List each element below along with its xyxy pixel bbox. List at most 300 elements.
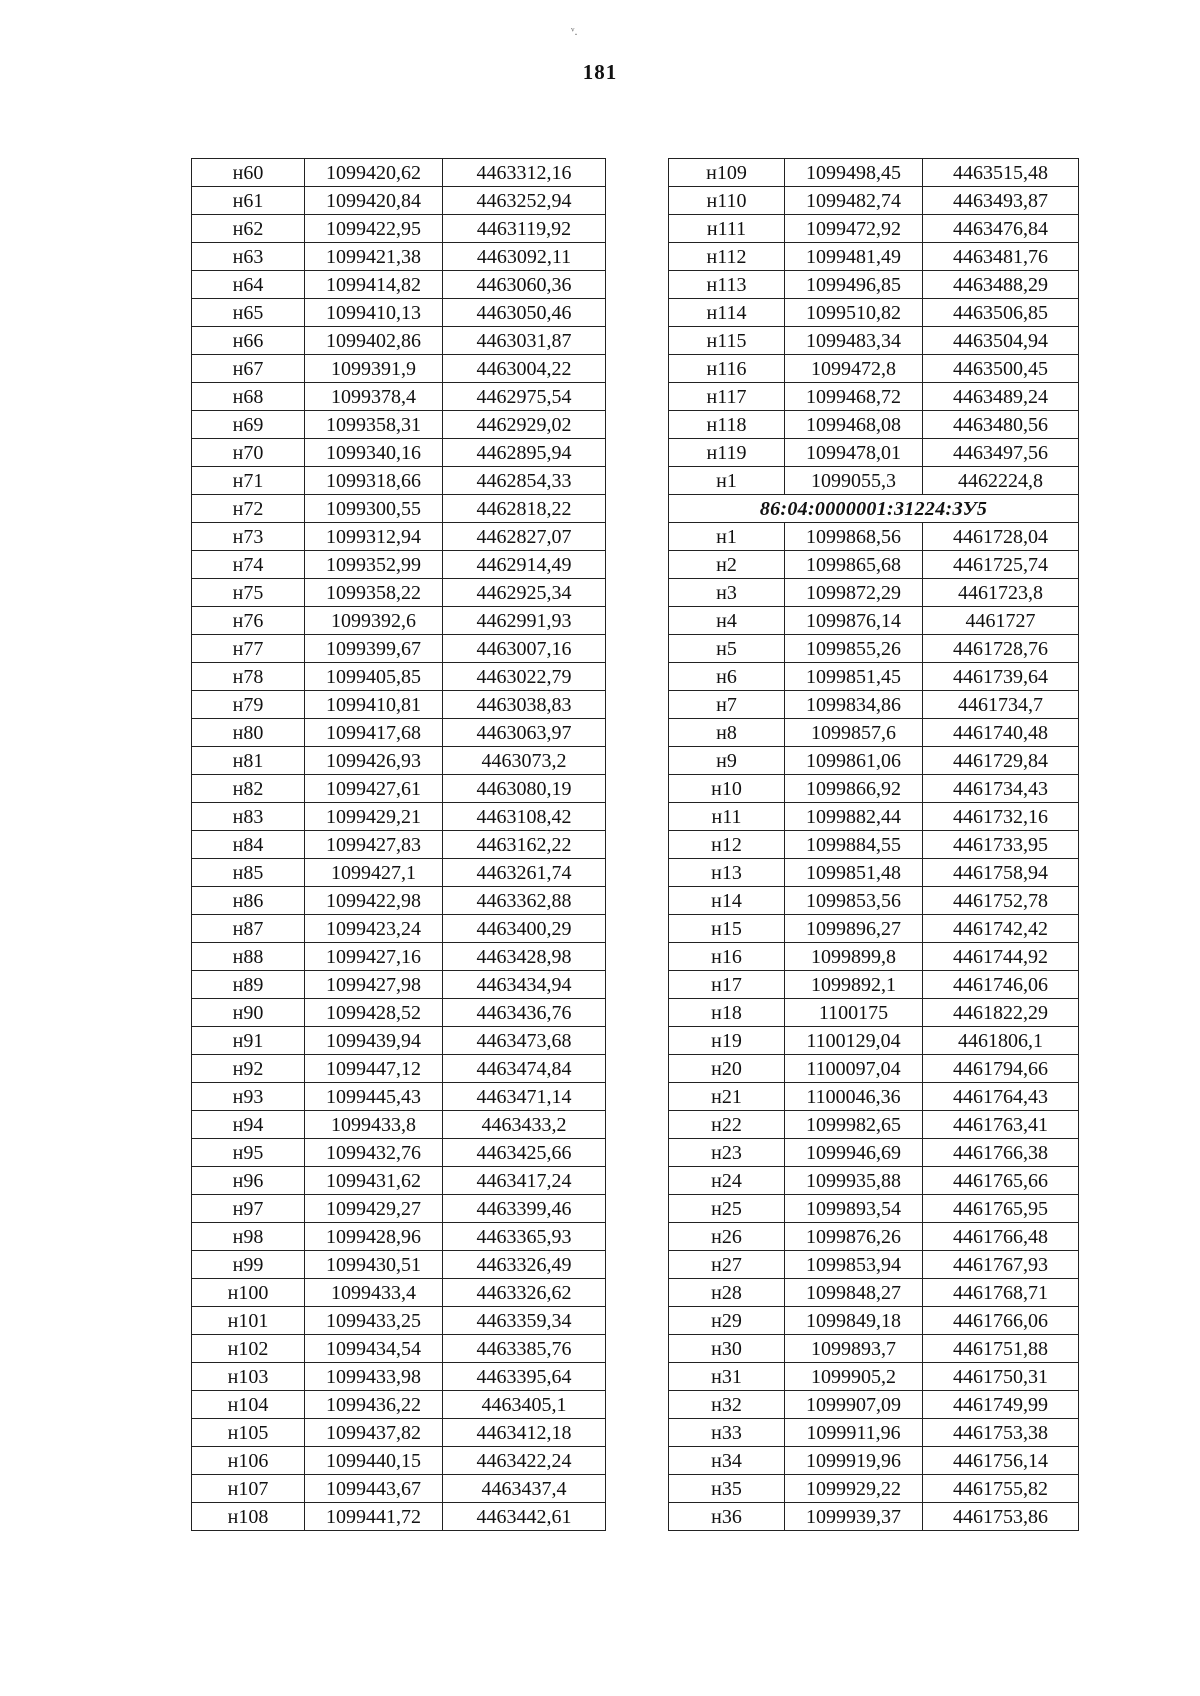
coordinate-y-cell: 4463434,94 xyxy=(443,971,606,999)
coordinate-y-cell: 4462975,54 xyxy=(443,383,606,411)
point-id-cell: н18 xyxy=(669,999,785,1027)
point-id-cell: н73 xyxy=(192,523,305,551)
table-row xyxy=(192,1111,606,1139)
coordinate-x-cell: 1099468,72 xyxy=(785,383,923,411)
point-id-cell: н95 xyxy=(192,1139,305,1167)
coordinate-y-cell: 4463474,84 xyxy=(443,1055,606,1083)
coordinate-y-cell: 4463500,45 xyxy=(923,355,1079,383)
coordinate-x-cell: 1099982,65 xyxy=(785,1111,923,1139)
coordinate-y-cell: 4463433,2 xyxy=(443,1111,606,1139)
coordinate-x-cell: 1099423,24 xyxy=(305,915,443,943)
coordinate-y-cell: 4463060,36 xyxy=(443,271,606,299)
coordinate-y-cell: 4461766,48 xyxy=(923,1223,1079,1251)
coordinate-x-cell: 1099896,27 xyxy=(785,915,923,943)
coordinate-y-cell: 4461750,31 xyxy=(923,1363,1079,1391)
table-row xyxy=(192,327,606,355)
coordinate-x-cell: 1099872,29 xyxy=(785,579,923,607)
coordinate-y-cell: 4461755,82 xyxy=(923,1475,1079,1503)
right-coordinates-table xyxy=(668,158,1079,1531)
coordinate-x-cell: 1099402,86 xyxy=(305,327,443,355)
coordinate-x-cell: 1099391,9 xyxy=(305,355,443,383)
coordinate-x-cell: 1099865,68 xyxy=(785,551,923,579)
table-row xyxy=(192,271,606,299)
coordinate-y-cell: 4461739,64 xyxy=(923,663,1079,691)
point-id-cell: н5 xyxy=(669,635,785,663)
right-table-body-bottom xyxy=(669,523,1079,1531)
page-number: 181 xyxy=(582,60,618,84)
coordinate-y-cell: 4461751,88 xyxy=(923,1335,1079,1363)
table-row xyxy=(669,1027,1079,1055)
table-row xyxy=(192,495,606,523)
coordinate-y-cell: 4463399,46 xyxy=(443,1195,606,1223)
table-row xyxy=(669,859,1079,887)
table-row xyxy=(669,579,1079,607)
table-row xyxy=(192,1251,606,1279)
point-id-cell: н79 xyxy=(192,691,305,719)
coordinate-y-cell: 4463471,14 xyxy=(443,1083,606,1111)
coordinate-y-cell: 4463261,74 xyxy=(443,859,606,887)
coordinate-x-cell: 1099468,08 xyxy=(785,411,923,439)
point-id-cell: н84 xyxy=(192,831,305,859)
table-row xyxy=(192,887,606,915)
coordinate-y-cell: 4463395,64 xyxy=(443,1363,606,1391)
coordinate-y-cell: 4462925,34 xyxy=(443,579,606,607)
coordinate-y-cell: 4463385,76 xyxy=(443,1335,606,1363)
coordinate-x-cell: 1099426,93 xyxy=(305,747,443,775)
coordinate-x-cell: 1099481,49 xyxy=(785,243,923,271)
coordinate-y-cell: 4463108,42 xyxy=(443,803,606,831)
table-row xyxy=(192,1447,606,1475)
table-row xyxy=(192,1475,606,1503)
coordinate-x-cell: 1099434,54 xyxy=(305,1335,443,1363)
point-id-cell: н103 xyxy=(192,1363,305,1391)
coordinate-y-cell: 4461766,38 xyxy=(923,1139,1079,1167)
coordinate-y-cell: 4461746,06 xyxy=(923,971,1079,999)
table-row xyxy=(192,691,606,719)
coordinate-x-cell: 1099352,99 xyxy=(305,551,443,579)
table-row xyxy=(192,719,606,747)
coordinate-x-cell: 1099868,56 xyxy=(785,523,923,551)
coordinate-y-cell: 4463022,79 xyxy=(443,663,606,691)
point-id-cell: н88 xyxy=(192,943,305,971)
point-id-cell: н14 xyxy=(669,887,785,915)
left-table-body xyxy=(192,159,606,1531)
point-id-cell: н8 xyxy=(669,719,785,747)
coordinate-y-cell: 4463488,29 xyxy=(923,271,1079,299)
point-id-cell: н113 xyxy=(669,271,785,299)
coordinate-x-cell: 1100129,04 xyxy=(785,1027,923,1055)
coordinate-y-cell: 4463365,93 xyxy=(443,1223,606,1251)
coordinate-x-cell: 1099318,66 xyxy=(305,467,443,495)
point-id-cell: н75 xyxy=(192,579,305,607)
table-row xyxy=(669,719,1079,747)
coordinate-x-cell: 1099410,13 xyxy=(305,299,443,327)
table-row xyxy=(192,1391,606,1419)
point-id-cell: н63 xyxy=(192,243,305,271)
coordinate-y-cell: 4461758,94 xyxy=(923,859,1079,887)
section-header xyxy=(669,495,1079,523)
land-plot-cadastral-number: 86:04:0000001:31224:ЗУ5 xyxy=(669,495,1079,523)
coordinate-x-cell: 1099892,1 xyxy=(785,971,923,999)
point-id-cell: н81 xyxy=(192,747,305,775)
coordinate-y-cell: 4461740,48 xyxy=(923,719,1079,747)
coordinate-x-cell: 1099433,25 xyxy=(305,1307,443,1335)
point-id-cell: н67 xyxy=(192,355,305,383)
coordinate-y-cell: 4461806,1 xyxy=(923,1027,1079,1055)
coordinate-y-cell: 4463481,76 xyxy=(923,243,1079,271)
table-row xyxy=(669,747,1079,775)
point-id-cell: н64 xyxy=(192,271,305,299)
coordinate-x-cell: 1099478,01 xyxy=(785,439,923,467)
coordinate-x-cell: 1099929,22 xyxy=(785,1475,923,1503)
coordinate-y-cell: 4463504,94 xyxy=(923,327,1079,355)
point-id-cell: н90 xyxy=(192,999,305,1027)
point-id-cell: н109 xyxy=(669,159,785,187)
table-row xyxy=(192,523,606,551)
point-id-cell: н31 xyxy=(669,1363,785,1391)
point-id-cell: н107 xyxy=(192,1475,305,1503)
point-id-cell: н119 xyxy=(669,439,785,467)
point-id-cell: н12 xyxy=(669,831,785,859)
table-row xyxy=(669,1391,1079,1419)
coordinate-y-cell: 4462914,49 xyxy=(443,551,606,579)
table-row xyxy=(192,775,606,803)
coordinate-x-cell: 1099899,8 xyxy=(785,943,923,971)
coordinate-x-cell: 1099893,54 xyxy=(785,1195,923,1223)
point-id-cell: н74 xyxy=(192,551,305,579)
coordinate-y-cell: 4463493,87 xyxy=(923,187,1079,215)
point-id-cell: н108 xyxy=(192,1503,305,1531)
table-row xyxy=(669,523,1079,551)
coordinate-y-cell: 4463092,11 xyxy=(443,243,606,271)
point-id-cell: н62 xyxy=(192,215,305,243)
point-id-cell: н28 xyxy=(669,1279,785,1307)
coordinate-y-cell: 4462895,94 xyxy=(443,439,606,467)
table-row xyxy=(669,383,1079,411)
coordinate-y-cell: 4463119,92 xyxy=(443,215,606,243)
coordinate-y-cell: 4462929,02 xyxy=(443,411,606,439)
coordinate-x-cell: 1099907,09 xyxy=(785,1391,923,1419)
coordinate-x-cell: 1099946,69 xyxy=(785,1139,923,1167)
coordinate-y-cell: 4463442,61 xyxy=(443,1503,606,1531)
table-row xyxy=(669,635,1079,663)
coordinate-x-cell: 1099447,12 xyxy=(305,1055,443,1083)
point-id-cell: н118 xyxy=(669,411,785,439)
coordinate-y-cell: 4463050,46 xyxy=(443,299,606,327)
point-id-cell: н110 xyxy=(669,187,785,215)
coordinate-y-cell: 4463476,84 xyxy=(923,215,1079,243)
coordinate-x-cell: 1099433,8 xyxy=(305,1111,443,1139)
coordinate-y-cell: 4462827,07 xyxy=(443,523,606,551)
table-row xyxy=(192,299,606,327)
coordinate-x-cell: 1099429,27 xyxy=(305,1195,443,1223)
table-row xyxy=(669,1083,1079,1111)
coordinate-y-cell: 4461734,43 xyxy=(923,775,1079,803)
coordinate-x-cell: 1099392,6 xyxy=(305,607,443,635)
coordinate-x-cell: 1099420,84 xyxy=(305,187,443,215)
point-id-cell: н106 xyxy=(192,1447,305,1475)
coordinate-y-cell: 4461765,66 xyxy=(923,1167,1079,1195)
point-id-cell: н94 xyxy=(192,1111,305,1139)
scan-artifact-mark: ᵛ. xyxy=(571,24,578,38)
coordinate-y-cell: 4461763,41 xyxy=(923,1111,1079,1139)
coordinate-y-cell: 4463417,24 xyxy=(443,1167,606,1195)
point-id-cell: н21 xyxy=(669,1083,785,1111)
table-row xyxy=(669,411,1079,439)
point-id-cell: н33 xyxy=(669,1419,785,1447)
point-id-cell: н76 xyxy=(192,607,305,635)
table-row xyxy=(192,1307,606,1335)
table-row xyxy=(669,999,1079,1027)
point-id-cell: н26 xyxy=(669,1223,785,1251)
table-row xyxy=(669,887,1079,915)
table-row xyxy=(192,355,606,383)
table-row xyxy=(669,243,1079,271)
point-id-cell: н98 xyxy=(192,1223,305,1251)
point-id-cell: н93 xyxy=(192,1083,305,1111)
section-row xyxy=(669,495,1079,523)
coordinate-x-cell: 1100175 xyxy=(785,999,923,1027)
coordinate-y-cell: 4463326,62 xyxy=(443,1279,606,1307)
coordinate-x-cell: 1099428,52 xyxy=(305,999,443,1027)
point-id-cell: н116 xyxy=(669,355,785,383)
point-id-cell: н23 xyxy=(669,1139,785,1167)
table-row xyxy=(669,691,1079,719)
point-id-cell: н105 xyxy=(192,1419,305,1447)
coordinate-x-cell: 1099432,76 xyxy=(305,1139,443,1167)
coordinate-y-cell: 4462991,93 xyxy=(443,607,606,635)
coordinate-y-cell: 4461728,76 xyxy=(923,635,1079,663)
coordinate-y-cell: 4461768,71 xyxy=(923,1279,1079,1307)
table-row xyxy=(669,1307,1079,1335)
point-id-cell: н77 xyxy=(192,635,305,663)
coordinate-x-cell: 1100097,04 xyxy=(785,1055,923,1083)
table-row xyxy=(669,1139,1079,1167)
coordinate-x-cell: 1099861,06 xyxy=(785,747,923,775)
coordinate-x-cell: 1099422,95 xyxy=(305,215,443,243)
point-id-cell: н100 xyxy=(192,1279,305,1307)
coordinate-x-cell: 1100046,36 xyxy=(785,1083,923,1111)
point-id-cell: н104 xyxy=(192,1391,305,1419)
coordinate-y-cell: 4463515,48 xyxy=(923,159,1079,187)
table-row xyxy=(669,1055,1079,1083)
point-id-cell: н10 xyxy=(669,775,785,803)
point-id-cell: н27 xyxy=(669,1251,785,1279)
coordinate-x-cell: 1099472,8 xyxy=(785,355,923,383)
table-row xyxy=(669,607,1079,635)
point-id-cell: н30 xyxy=(669,1335,785,1363)
coordinate-y-cell: 4463312,16 xyxy=(443,159,606,187)
coordinate-y-cell: 4463063,97 xyxy=(443,719,606,747)
point-id-cell: н7 xyxy=(669,691,785,719)
coordinate-y-cell: 4463031,87 xyxy=(443,327,606,355)
coordinate-y-cell: 4461742,42 xyxy=(923,915,1079,943)
coordinate-x-cell: 1099882,44 xyxy=(785,803,923,831)
coordinate-y-cell: 4463162,22 xyxy=(443,831,606,859)
coordinate-y-cell: 4463497,56 xyxy=(923,439,1079,467)
table-row xyxy=(192,915,606,943)
point-id-cell: н96 xyxy=(192,1167,305,1195)
table-row xyxy=(192,1363,606,1391)
table-row xyxy=(669,1419,1079,1447)
table-row xyxy=(192,1195,606,1223)
coordinate-y-cell: 4461753,86 xyxy=(923,1503,1079,1531)
coordinate-x-cell: 1099851,45 xyxy=(785,663,923,691)
coordinate-y-cell: 4461732,16 xyxy=(923,803,1079,831)
point-id-cell: н3 xyxy=(669,579,785,607)
coordinate-x-cell: 1099893,7 xyxy=(785,1335,923,1363)
coordinate-x-cell: 1099834,86 xyxy=(785,691,923,719)
coordinate-x-cell: 1099866,92 xyxy=(785,775,923,803)
point-id-cell: н85 xyxy=(192,859,305,887)
point-id-cell: н70 xyxy=(192,439,305,467)
point-id-cell: н83 xyxy=(192,803,305,831)
coordinate-x-cell: 1099410,81 xyxy=(305,691,443,719)
coordinate-y-cell: 4461756,14 xyxy=(923,1447,1079,1475)
point-id-cell: н65 xyxy=(192,299,305,327)
point-id-cell: н71 xyxy=(192,467,305,495)
point-id-cell: н9 xyxy=(669,747,785,775)
coordinate-x-cell: 1099358,31 xyxy=(305,411,443,439)
coordinate-x-cell: 1099436,22 xyxy=(305,1391,443,1419)
table-row xyxy=(192,439,606,467)
coordinate-y-cell: 4461764,43 xyxy=(923,1083,1079,1111)
coordinate-x-cell: 1099876,26 xyxy=(785,1223,923,1251)
coordinate-y-cell: 4463425,66 xyxy=(443,1139,606,1167)
table-row xyxy=(669,1503,1079,1531)
coordinate-y-cell: 4462224,8 xyxy=(923,467,1079,495)
table-row xyxy=(669,439,1079,467)
table-row xyxy=(669,1335,1079,1363)
coordinate-y-cell: 4461752,78 xyxy=(923,887,1079,915)
table-row xyxy=(669,1167,1079,1195)
coordinate-x-cell: 1099414,82 xyxy=(305,271,443,299)
table-row xyxy=(192,215,606,243)
left-coordinates-table xyxy=(191,158,606,1531)
coordinate-x-cell: 1099911,96 xyxy=(785,1419,923,1447)
point-id-cell: н15 xyxy=(669,915,785,943)
coordinate-y-cell: 4463073,2 xyxy=(443,747,606,775)
table-row xyxy=(669,327,1079,355)
table-row xyxy=(669,159,1079,187)
table-row xyxy=(192,1223,606,1251)
coordinate-x-cell: 1099876,14 xyxy=(785,607,923,635)
point-id-cell: н4 xyxy=(669,607,785,635)
table-row xyxy=(192,1503,606,1531)
coordinate-y-cell: 4463252,94 xyxy=(443,187,606,215)
point-id-cell: н117 xyxy=(669,383,785,411)
point-id-cell: н29 xyxy=(669,1307,785,1335)
point-id-cell: н82 xyxy=(192,775,305,803)
coordinate-y-cell: 4461725,74 xyxy=(923,551,1079,579)
coordinate-x-cell: 1099851,48 xyxy=(785,859,923,887)
table-row xyxy=(669,467,1079,495)
coordinate-x-cell: 1099378,4 xyxy=(305,383,443,411)
coordinate-x-cell: 1099429,21 xyxy=(305,803,443,831)
point-id-cell: н112 xyxy=(669,243,785,271)
table-row xyxy=(669,355,1079,383)
table-row xyxy=(669,1251,1079,1279)
table-row xyxy=(192,411,606,439)
coordinate-x-cell: 1099312,94 xyxy=(305,523,443,551)
point-id-cell: н101 xyxy=(192,1307,305,1335)
coordinate-x-cell: 1099430,51 xyxy=(305,1251,443,1279)
table-row xyxy=(669,663,1079,691)
coordinate-y-cell: 4463412,18 xyxy=(443,1419,606,1447)
coordinate-y-cell: 4463422,24 xyxy=(443,1447,606,1475)
coordinate-y-cell: 4461744,92 xyxy=(923,943,1079,971)
table-row xyxy=(669,1279,1079,1307)
coordinate-x-cell: 1099417,68 xyxy=(305,719,443,747)
coordinate-y-cell: 4461822,29 xyxy=(923,999,1079,1027)
table-row xyxy=(192,943,606,971)
table-row xyxy=(669,803,1079,831)
coordinate-y-cell: 4463400,29 xyxy=(443,915,606,943)
table-row xyxy=(192,999,606,1027)
coordinate-y-cell: 4463480,56 xyxy=(923,411,1079,439)
table-row xyxy=(192,607,606,635)
coordinate-x-cell: 1099420,62 xyxy=(305,159,443,187)
coordinate-y-cell: 4461727 xyxy=(923,607,1079,635)
coordinate-y-cell: 4463326,49 xyxy=(443,1251,606,1279)
coordinate-x-cell: 1099510,82 xyxy=(785,299,923,327)
table-row xyxy=(669,551,1079,579)
coordinate-y-cell: 4463436,76 xyxy=(443,999,606,1027)
coordinate-x-cell: 1099498,45 xyxy=(785,159,923,187)
coordinate-x-cell: 1099340,16 xyxy=(305,439,443,467)
table-row xyxy=(669,943,1079,971)
table-row xyxy=(669,1195,1079,1223)
coordinate-x-cell: 1099496,85 xyxy=(785,271,923,299)
right-table-body-top xyxy=(669,159,1079,495)
coordinate-y-cell: 4463473,68 xyxy=(443,1027,606,1055)
coordinate-y-cell: 4463038,83 xyxy=(443,691,606,719)
coordinate-y-cell: 4461728,04 xyxy=(923,523,1079,551)
coordinate-y-cell: 4463362,88 xyxy=(443,887,606,915)
coordinate-y-cell: 4463359,34 xyxy=(443,1307,606,1335)
coordinate-x-cell: 1099433,98 xyxy=(305,1363,443,1391)
point-id-cell: н25 xyxy=(669,1195,785,1223)
coordinate-y-cell: 4463437,4 xyxy=(443,1475,606,1503)
table-row xyxy=(192,467,606,495)
point-id-cell: н24 xyxy=(669,1167,785,1195)
point-id-cell: н99 xyxy=(192,1251,305,1279)
table-row xyxy=(192,1027,606,1055)
table-row xyxy=(192,859,606,887)
table-row xyxy=(669,831,1079,859)
point-id-cell: н72 xyxy=(192,495,305,523)
coordinate-x-cell: 1099482,74 xyxy=(785,187,923,215)
table-row xyxy=(192,1335,606,1363)
table-row xyxy=(669,1475,1079,1503)
coordinate-y-cell: 4461729,84 xyxy=(923,747,1079,775)
table-row xyxy=(669,299,1079,327)
coordinate-y-cell: 4463506,85 xyxy=(923,299,1079,327)
point-id-cell: н35 xyxy=(669,1475,785,1503)
table-row xyxy=(192,635,606,663)
coordinate-x-cell: 1099427,83 xyxy=(305,831,443,859)
coordinate-x-cell: 1099919,96 xyxy=(785,1447,923,1475)
table-row xyxy=(669,271,1079,299)
coordinate-x-cell: 1099849,18 xyxy=(785,1307,923,1335)
table-row xyxy=(192,663,606,691)
coordinate-x-cell: 1099405,85 xyxy=(305,663,443,691)
coordinate-y-cell: 4461734,7 xyxy=(923,691,1079,719)
coordinate-x-cell: 1099853,94 xyxy=(785,1251,923,1279)
coordinate-x-cell: 1099433,4 xyxy=(305,1279,443,1307)
table-row xyxy=(669,215,1079,243)
coordinate-y-cell: 4463405,1 xyxy=(443,1391,606,1419)
